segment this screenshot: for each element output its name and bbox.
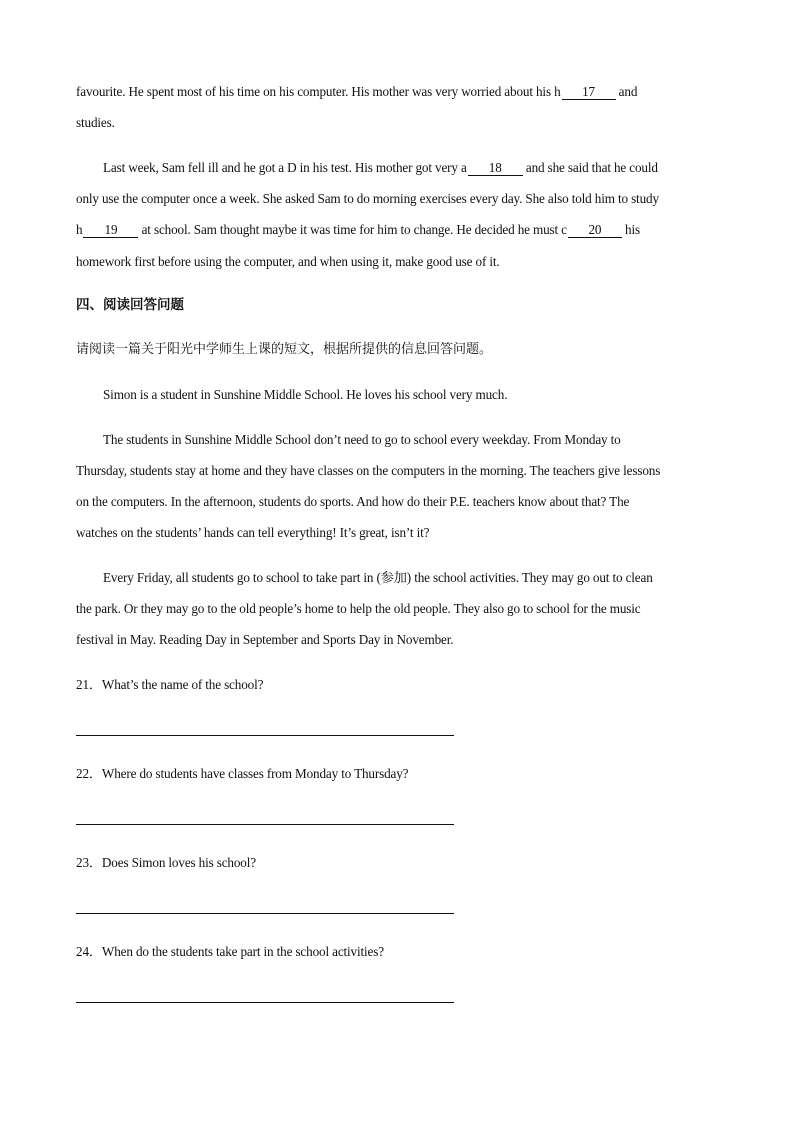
answer-line-24[interactable] bbox=[76, 1002, 454, 1003]
passage-line: only use the computer once a week. She asked Sam to do morning exercises every day. She also told him to study bbox=[76, 191, 659, 206]
question-23: 23．Does Simon loves his school? bbox=[76, 855, 256, 870]
passage-text: Last week, Sam fell ill and he got a D in his test. His mother got very a bbox=[103, 160, 467, 175]
section-instruction: 请阅读一篇关于阳光中学师生上课的短文，根据所提供的信息回答问题。 bbox=[76, 342, 493, 357]
answer-line-23[interactable] bbox=[76, 913, 454, 914]
blank-17: 17 bbox=[562, 85, 616, 100]
passage-text: and bbox=[615, 84, 638, 99]
passage-text: his bbox=[621, 222, 640, 237]
reading-para-3-line: Every Friday, all students go to school to take part in (参加) the school activities. They may go out to clean bbox=[103, 570, 653, 585]
passage-line bbox=[76, 222, 640, 238]
blank-19: 19 bbox=[83, 223, 138, 238]
reading-para-2-line: The students in Sunshine Middle School don’t need to go to school every weekday. From Monday to bbox=[103, 432, 621, 447]
passage-text: favourite. He spent most of his time on his computer. His mother was very worried about his h bbox=[76, 84, 561, 99]
passage-text: at school. Sam thought maybe it was time for him to change. He decided he must c bbox=[138, 222, 567, 237]
answer-line-22[interactable] bbox=[76, 824, 454, 825]
passage-line: studies. bbox=[76, 115, 115, 130]
passage-line bbox=[103, 160, 658, 176]
passage-text: h bbox=[76, 222, 83, 237]
blank-20: 20 bbox=[568, 223, 622, 238]
passage-line bbox=[76, 84, 637, 100]
passage-line: homework first before using the computer, and when using it, make good use of it. bbox=[76, 254, 500, 269]
reading-para-3-line: festival in May. Reading Day in September and Sports Day in November. bbox=[76, 632, 454, 647]
reading-para-2-line: watches on the students’ hands can tell everything! It’s great, isn’t it? bbox=[76, 525, 430, 540]
section-heading: 四、阅读回答问题 bbox=[76, 297, 184, 313]
reading-para-2-line: Thursday, students stay at home and they have classes on the computers in the morning. The teachers give lessons bbox=[76, 463, 661, 478]
reading-para-2-line: on the computers. In the afternoon, students do sports. And how do their P.E. teachers know about that? The bbox=[76, 494, 630, 509]
reading-para-1: Simon is a student in Sunshine Middle School. He loves his school very much. bbox=[103, 387, 508, 402]
blank-18: 18 bbox=[468, 161, 523, 176]
answer-line-21[interactable] bbox=[76, 735, 454, 736]
question-22: 22．Where do students have classes from Monday to Thursday? bbox=[76, 766, 409, 781]
passage-text: and she said that he could bbox=[522, 160, 658, 175]
reading-para-3-line: the park. Or they may go to the old people’s home to help the old people. They also go to school for the music bbox=[76, 601, 641, 616]
question-21: 21．What’s the name of the school? bbox=[76, 677, 264, 692]
question-24: 24．When do the students take part in the school activities? bbox=[76, 944, 384, 959]
